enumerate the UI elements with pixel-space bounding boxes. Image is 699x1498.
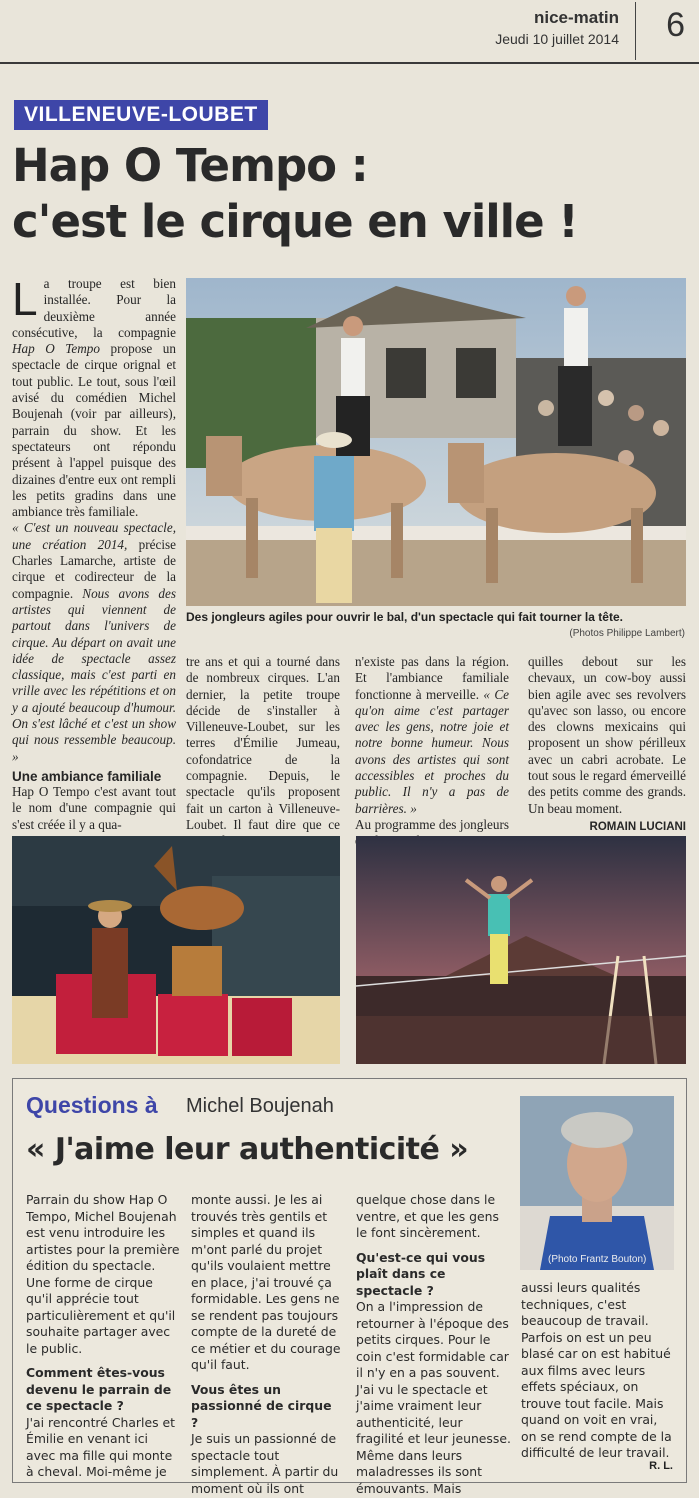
portrait-photo xyxy=(520,1096,674,1270)
interview-column-3 xyxy=(356,1192,511,1497)
paragraph: Hap O Tempo c'est avant tout le nom d'une compagnie qui s'est créée il y a qua- xyxy=(12,783,176,832)
interview-headline: « J'aime leur authenticité » xyxy=(26,1132,469,1167)
interview-column-2 xyxy=(191,1192,341,1497)
interview-question-2: Vous êtes un passionné de cirque ? xyxy=(191,1381,332,1430)
photo-caption: Des jongleurs agiles pour ouvrir le bal, d'un spectacle qui fait tourner la tête. xyxy=(186,610,623,624)
interview-signature: R. L. xyxy=(649,1460,673,1472)
article-column-3 xyxy=(355,654,509,850)
interview-question-3: Qu'est-ce qui vous plaît dans ce spectacle ? xyxy=(356,1249,486,1298)
interview-column-1 xyxy=(26,1192,181,1481)
masthead xyxy=(0,0,699,64)
paragraph: Au programme des jongleurs xyxy=(355,816,509,832)
article-headline xyxy=(12,138,578,250)
interview-answer: Je suis un passionné de spectacle tout simplement. À partir du moment où ils ont xyxy=(191,1431,339,1496)
paragraph: tre ans et qui a tourné dans de nombreux cirques. L'an dernier, la petite troupe décide de s'installer à Villeneuve-Loubet, sur les terres d'Émilie Jumeau, cofondatrice de la compagnie. Depuis, le spectacle qu'ils proposent fait un carton à Villeneuve-Loubet. Il faut dire que ce xyxy=(186,654,340,832)
interview-title: Questions à xyxy=(26,1092,158,1118)
article-column-4 xyxy=(528,654,686,835)
interview-answer: aussi leurs qualités techniques, c'est beaucoup de travail. Parfois on est un peu blasé car on est habitué aux films avec leurs effets spéciaux, on trouve tout facile. Mais quand on voit en vrai, on se rend compte de la difficulté de leur travail. xyxy=(521,1280,672,1460)
interview-column-4 xyxy=(521,1280,675,1462)
interview-answer: monte aussi. Je les ai trouvés très gentils et simples et quand ils m'ont parlé du projet qu'ils voulaient mettre en place, j'ai trouvé ça formidable. Les gens ne se rendent pas toujours compte de la dureté de ce métier et du courage qu'il faut. xyxy=(191,1192,341,1372)
article-subhead: Une ambiance familiale xyxy=(12,768,162,784)
article-column-2 xyxy=(186,654,340,850)
photo-tightrope-walker xyxy=(356,836,686,1064)
interview-answer: On a l'impression de retourner à l'époque des petits cirques. Pour le coin c'est formidable car il n'y en a pas souvent. J'ai vu le spectacle et j'aime vraiment leur authenticité, leur fragilité et leur jeunesse. Même dans leurs maladresses ils sont émouvants. Mais xyxy=(356,1299,511,1496)
photo-goat-acrobat xyxy=(12,836,340,1064)
interview-answer: J'ai rencontré Charles et Émilie en venant ici avec ma fille qui monte à cheval. Moi-même je xyxy=(26,1414,175,1479)
article-column-1 xyxy=(12,273,176,833)
headline-line-2: c'est le cirque en ville ! xyxy=(12,195,578,248)
quote-paragraph: « C'est un nouveau spectacle, une création 2014, précise Charles Lamarche, artiste de cirque et codirecteur de la compagnie. Nous avons des artistes qui viennent de partout dans l'univers de cirque. Au départ on avait une idée de spectacle assez classique, mais c'est parti en vrille avec les répétitions et on y a ajouté beaucoup d'humour. On s'est lâché et c'est un show qui nous ressemble beaucoup. » xyxy=(12,520,176,764)
interview-answer: quelque chose dans le ventre, et que les gens le font sincèrement. xyxy=(356,1192,499,1240)
quote-paragraph: n'existe pas dans la région. Et l'ambiance familiale fonctionne à merveille. « Ce qu'on aime c'est partager avec les gens, notre joie et notre bonne humeur. Nous avons des artistes qui sont accessibles et proches du public. Il n'y a pas de barrières. » xyxy=(355,654,510,816)
author-signature: ROMAIN LUCIANI xyxy=(589,820,686,833)
interview-intro: Parrain du show Hap O Tempo, Michel Boujenah est venu introduire les artistes pour la première édition du spectacle. Une forme de cirque qu'il apprécie tout particulièrement et qu'il souhaite partager avec le public. xyxy=(26,1192,180,1356)
paper-date: Jeudi 10 juillet 2014 xyxy=(495,31,619,47)
portrait-credit: (Photo Frantz Bouton) xyxy=(548,1254,647,1265)
main-photo-horses xyxy=(186,278,686,606)
lead-paragraph: La troupe est bien installée. Pour la deuxième année consécutive, la compagnie Hap O Tempo propose un spectacle de cirque orignal et tout public. Le tout, sous l'œil avisé du comédien Michel Boujenah (voir par ailleurs), parrain du show. Et les spectateurs ont répondu présent à l'appel puisque des dizaines d'entre eux ont rempli les petits gradins dans une ambiance très familiale. xyxy=(12,273,176,520)
interview-question-1: Comment êtes-vous devenu le parrain de ce spectacle ? xyxy=(26,1365,172,1413)
paragraph: quilles debout sur les chevaux, un cow-boy aussi bien agile avec ses revolvers qu'avec son lasso, ou encore des clowns mexicains qui proposent un show périlleux avec un cabri acrobate. Le tout sous le regard émerveillé des petits comme des grands. Un beau moment. xyxy=(528,654,686,816)
dropcap: L xyxy=(12,273,38,325)
photo-credit: (Photos Philippe Lambert) xyxy=(569,628,685,639)
headline-line-1: Hap O Tempo : xyxy=(12,139,368,192)
page-number: 6 xyxy=(635,2,685,60)
section-tag: VILLENEUVE-LOUBET xyxy=(14,100,268,130)
paper-name: nice-matin xyxy=(533,8,619,27)
interviewee-name: Michel Boujenah xyxy=(186,1095,334,1117)
